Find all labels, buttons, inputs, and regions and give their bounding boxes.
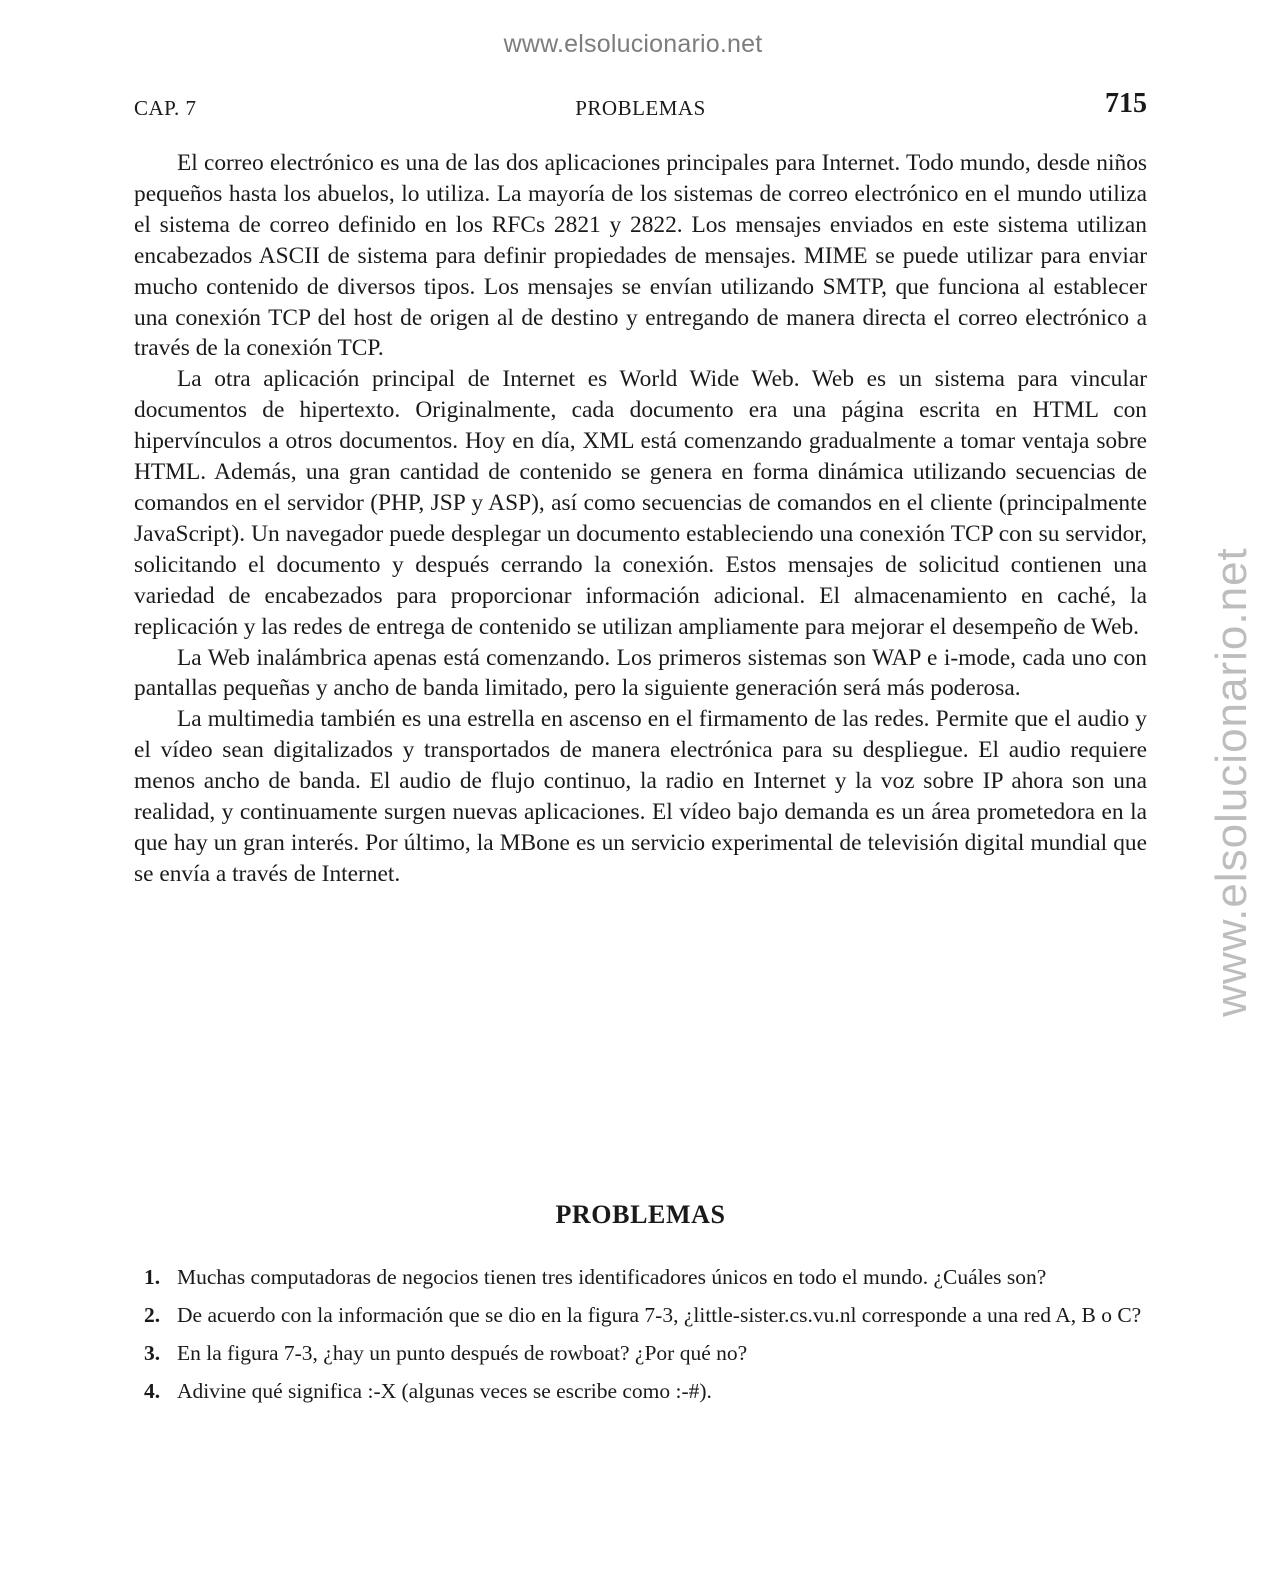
problem-item [134, 1300, 1147, 1330]
problem-text: Adivine qué significa :-X (algunas veces se escribe como :-#). [177, 1379, 712, 1403]
problem-item [134, 1376, 1147, 1406]
problems-list [134, 1262, 1147, 1414]
problem-number: 4. [144, 1379, 161, 1403]
problem-number: 3. [144, 1341, 161, 1365]
chapter-label: CAP. 7 [134, 96, 197, 120]
paragraph-email: El correo electrónico es una de las dos aplicaciones principales para Internet. Todo mundo, desde niños pequeños hasta los abuelos, lo utiliza. La mayoría de los sistemas de correo electrónico en el mundo utiliza el sistema de correo definido en los RFCs 2821 y 2822. Los mensajes enviados en este sistema utilizan encabezados ASCII de sistema para definir propiedades de mensajes. MIME se puede utilizar para enviar mucho contenido de diversos tipos. Los mensajes se envían utilizando SMTP, que funciona al establecer una conexión TCP del host de origen al de destino y entregando de manera directa el correo electrónico a través de la conexión TCP. [134, 150, 1147, 362]
problem-number: 1. [144, 1265, 161, 1289]
paragraph-wireless-web: La Web inalámbrica apenas está comenzando. Los primeros sistemas son WAP e i-mode, cada uno con pantallas pequeñas y ancho de banda limitado, pero la siguiente generación será más poderosa. [134, 644, 1147, 702]
watermark-top: www.elsolucionario.net [503, 30, 763, 58]
paragraph-multimedia: La multimedia también es una estrella en ascenso en el firmamento de las redes. Permite que el audio y el vídeo sean digitalizados y transportados de manera electrónica para su despliegue. El audio requiere menos ancho de banda. El audio de flujo continuo, la radio en Internet y la voz sobre IP ahora son una realidad, y continuamente surgen nuevas aplicaciones. El vídeo bajo demanda es un área prometedora en la que hay un gran interés. Por último, la MBone es un servicio experimental de televisión digital mundial que se envía a través de Internet. [134, 706, 1147, 887]
page-number: 715 [1105, 88, 1147, 119]
problem-number: 2. [144, 1303, 161, 1327]
section-label: PROBLEMAS [575, 96, 706, 120]
summary-body [134, 148, 1147, 890]
watermark-side: www.elsolucionario.net [1207, 547, 1256, 1017]
problem-item [134, 1338, 1147, 1368]
paragraph-web: La otra aplicación principal de Internet es World Wide Web. Web es un sistema para vincular documentos de hipertexto. Originalmente, cada documento era una página escrita en HTML con hipervínculos a otros documentos. Hoy en día, XML está comenzando gradualmente a tomar ventaja sobre HTML. Además, una gran cantidad de contenido se genera en forma dinámica utilizando secuencias de comandos en el servidor (PHP, JSP y ASP), así como secuencias de comandos en el cliente (principalmente JavaScript). Un navegador puede desplegar un documento estableciendo una conexión TCP con su servidor, solicitando el documento y después cerrando la conexión. Estos mensajes de solicitud contienen una variedad de encabezados para proporcionar información adicional. El almacenamiento en caché, la replicación y las redes de entrega de contenido se utilizan ampliamente para mejorar el desempeño de Web. [134, 366, 1147, 640]
problem-text: En la figura 7-3, ¿hay un punto después de rowboat? ¿Por qué no? [177, 1341, 748, 1365]
running-head [134, 88, 1147, 124]
problem-text: Muchas computadoras de negocios tienen tres identificadores únicos en todo el mundo. ¿Cuáles son? [177, 1265, 1047, 1289]
problem-item [134, 1262, 1147, 1292]
problems-heading: PROBLEMAS [555, 1200, 726, 1229]
problem-text: De acuerdo con la información que se dio en la figura 7-3, ¿little-sister.cs.vu.nl corresponde a una red A, B o C? [177, 1303, 1142, 1327]
